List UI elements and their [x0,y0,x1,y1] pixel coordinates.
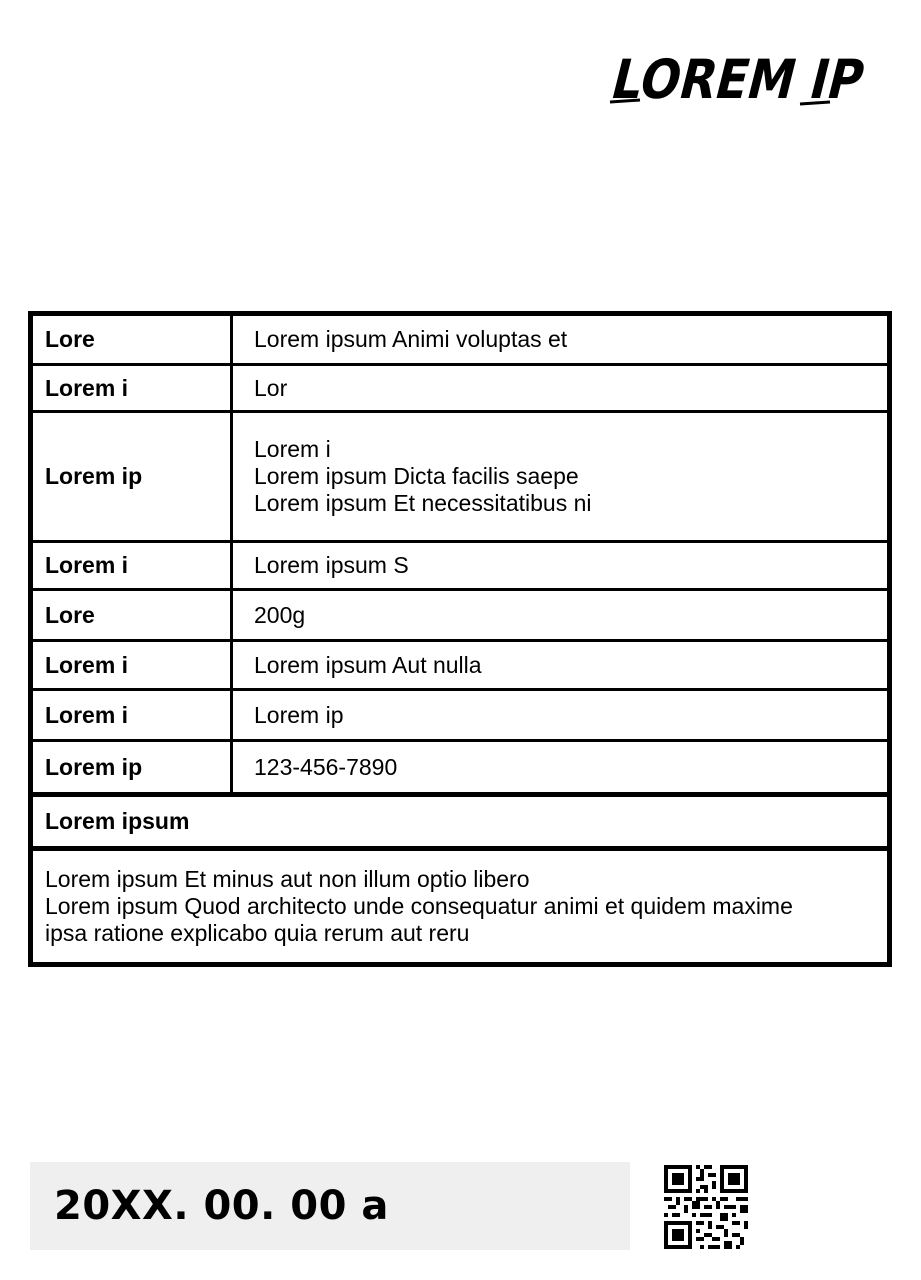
table-row [33,691,887,742]
row-value-line: Lorem i [254,436,331,462]
table-row [33,742,887,797]
date-text: 20XX. 00. 00 a [54,1183,389,1229]
date-box [30,1162,630,1250]
table-row [33,543,887,591]
row-value-line: Lorem ip [254,701,344,728]
section-title: Lorem ipsum [33,797,887,851]
table-row [33,591,887,642]
row-value [233,316,887,363]
brand-logo-text: LOREM IP [605,47,911,111]
row-value [233,691,887,739]
table-row [33,316,887,366]
row-label: Lore [33,316,233,363]
brand-logo [600,44,911,111]
qr-code-icon [664,1165,748,1249]
table-row [33,413,887,543]
row-value-line: Lorem ipsum Aut nulla [254,651,482,678]
row-label: Lorem i [33,366,233,410]
description [33,851,887,962]
row-label: Lorem i [33,691,233,739]
row-label: Lorem i [33,642,233,688]
row-value-line: 123-456-7890 [254,753,398,780]
row-label: Lore [33,591,233,639]
spec-table [28,311,892,967]
row-value-line: Lor [254,374,288,401]
row-label: Lorem ip [33,413,233,540]
row-value-line: Lorem ipsum S [254,552,409,578]
row-value-line: 200g [254,601,306,628]
row-label: Lorem i [33,543,233,588]
row-value [233,642,887,688]
row-value [233,413,887,540]
row-value [233,543,887,588]
row-value-line: Lorem ipsum Animi voluptas et [254,326,568,352]
description-line: Lorem ipsum Quod architecto unde consequatur animi et quidem maxime [45,893,793,919]
row-value [233,591,887,639]
row-value [233,366,887,410]
description-line: Lorem ipsum Et minus aut non illum optio libero [45,866,530,892]
table-row [33,642,887,691]
description-line: ipsa ratione explicabo quia rerum aut reru [45,920,470,946]
row-value-line: Lorem ipsum Dicta facilis saepe [254,463,579,489]
row-value-line: Lorem ipsum Et necessitatibus ni [254,490,592,516]
row-value [233,742,887,792]
table-row [33,366,887,413]
row-label: Lorem ip [33,742,233,792]
